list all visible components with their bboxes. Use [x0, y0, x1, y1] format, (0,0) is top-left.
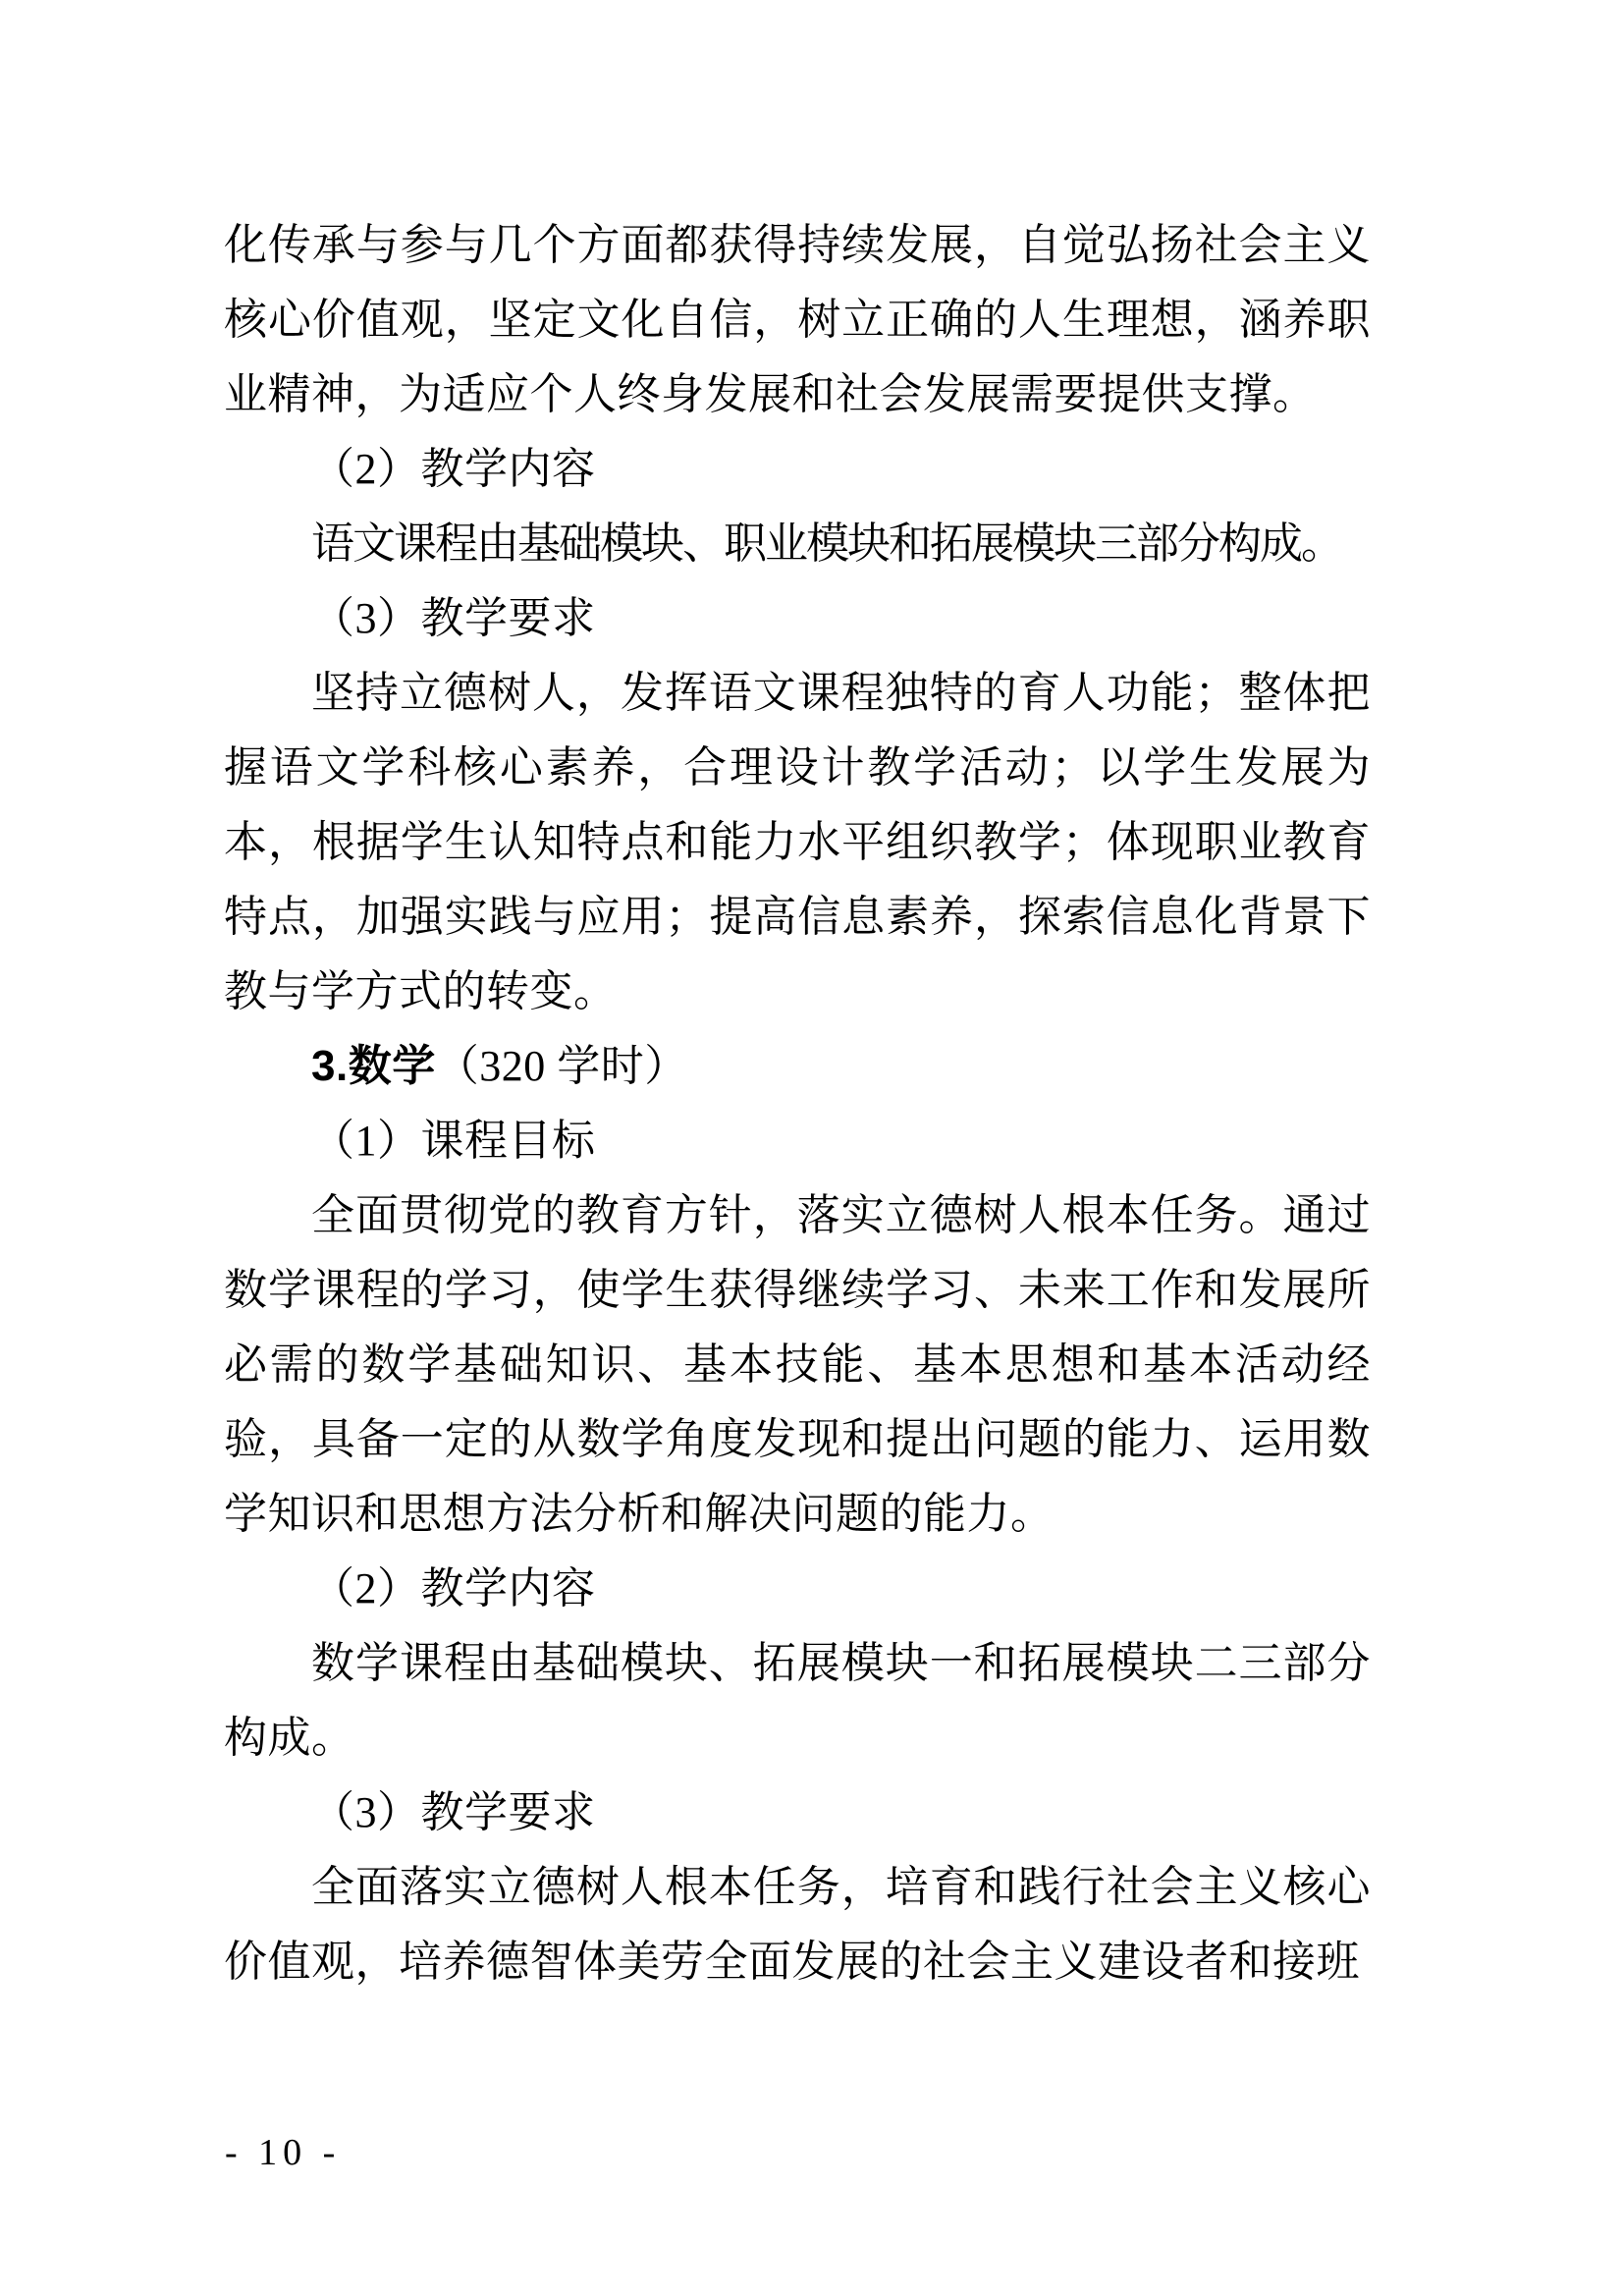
- paragraph-text: 数学课程由基础模块、拓展模块一和拓展模块二三部分构成。: [224, 1639, 1371, 1762]
- paragraph-text: （1）课程目标: [311, 1117, 596, 1165]
- paragraph: [224, 1776, 1371, 1850]
- paragraph: [224, 1850, 1371, 1999]
- paragraph-text: （3）教学要求: [311, 1788, 596, 1836]
- paragraph: [224, 1626, 1371, 1776]
- paragraph: [224, 1104, 1371, 1178]
- paragraph-text: （2）教学内容: [311, 1564, 596, 1613]
- paragraph-text: （3）教学要求: [311, 594, 596, 642]
- paragraph-text: 语文课程由基础模块、职业模块和拓展模块三部分构成。: [311, 519, 1342, 568]
- section-heading-bold: 3.数学: [311, 1042, 436, 1090]
- paragraph: [224, 432, 1371, 507]
- paragraph-text: 化传承与参与几个方面都获得持续发展，自觉弘扬社会主义核心价值观，坚定文化自信，树立正确的人生理想，涵养职业精神，为适应个人终身发展和社会发展需要提供支撑。: [224, 221, 1371, 418]
- document-body: [224, 208, 1371, 1999]
- paragraph-text: 全面落实立德树人根本任务，培育和践行社会主义核心价值观，培养德智体美劳全面发展的社会主义建设者和接班: [224, 1863, 1371, 1986]
- page-number: - 10 -: [225, 2132, 342, 2173]
- paragraph-text: 坚持立德树人，发挥语文课程独特的育人功能；整体把握语文学科核心素养，合理设计教学活动；以学生发展为本，根据学生认知特点和能力水平组织教学；体现职业教育特点，加强实践与应用；提高信息素养，探索信息化背景下教与学方式的转变。: [224, 669, 1371, 1015]
- paragraph: [224, 208, 1371, 432]
- paragraph: [224, 507, 1371, 581]
- paragraph-text: （2）教学内容: [311, 445, 596, 493]
- paragraph-text: （320 学时）: [435, 1042, 688, 1090]
- paragraph: [224, 1178, 1371, 1552]
- paragraph: [224, 1552, 1371, 1626]
- paragraph: [224, 1029, 1371, 1104]
- paragraph-text: 全面贯彻党的教育方针，落实立德树人根本任务。通过数学课程的学习，使学生获得继续学习、未来工作和发展所必需的数学基础知识、基本技能、基本思想和基本活动经验，具备一定的从数学角度发现和提出问题的能力、运用数学知识和思想方法分析和解决问题的能力。: [224, 1191, 1371, 1538]
- paragraph: [224, 581, 1371, 656]
- paragraph: [224, 656, 1371, 1029]
